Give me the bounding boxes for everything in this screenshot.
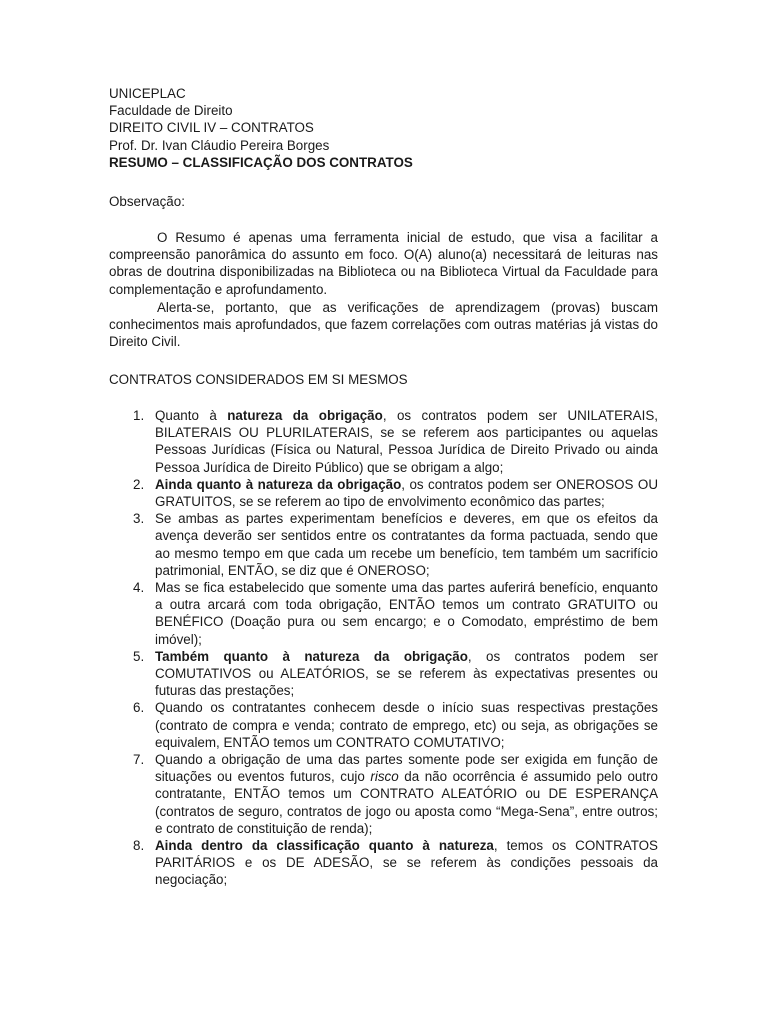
list-item-text: , os contratos podem ser ONEROSOS OU GRATUITOS, se se referem ao tipo de envolvimento econômico das partes; bbox=[155, 476, 658, 510]
list-item-bold-text: Ainda dentro da classificação quanto à natureza bbox=[155, 838, 494, 854]
list-item-text: Quanto à bbox=[155, 408, 228, 423]
list-item-text: da não ocorrência é assumido pelo outro contratante, ENTÃO temos um CONTRATO ALEATÓRIO ou DE ESPERANÇA (contratos de seguro, contratos de jogo ou aposta como “Mega-Sena”, entre outros; e contrato de constituição de renda); bbox=[155, 769, 658, 836]
observation-paragraph-2: Alerta-se, portanto, que as verificações de aprendizagem (provas) buscam conhecimentos mais aprofundados, que fazem correlações com outras matérias já vistas do Direito Civil. bbox=[109, 300, 658, 350]
list-item-text: Quando os contratantes conhecem desde o início suas respectivas prestações (contrato de compra e venda; contrato de emprego, etc) ou seja, as obrigações se equivalem, ENTÃO temos um CONTRATO COMUTATIVO; bbox=[155, 700, 658, 750]
list-item-number: 8. bbox=[133, 838, 145, 854]
list-item bbox=[109, 476, 658, 510]
institution-name: UNICEPLAC bbox=[109, 86, 186, 101]
list-item-number: 7. bbox=[133, 752, 145, 768]
section-heading: CONTRATOS CONSIDERADOS EM SI MESMOS bbox=[109, 372, 408, 387]
list-item-text: Se ambas as partes experimentam benefícios e deveres, em que os efeitos da avença deverão ser sentidos entre os contratantes da forma pactuada, sendo que ao mesmo tempo em que cada um recebe um benefício, tem também um sacrifício patrimonial, ENTÃO, se diz que é ONEROSO; bbox=[155, 511, 658, 578]
list-item-italic-text: risco bbox=[370, 769, 399, 785]
list-item-bold-text: natureza da obrigação bbox=[227, 408, 383, 423]
list-item-text: , temos os CONTRATOS PARITÁRIOS e os DE ADESÃO, se se referem às condições pessoais da negociação; bbox=[155, 838, 658, 888]
classification-list bbox=[109, 407, 658, 889]
list-item-text: , os contratos podem ser UNILATERAIS, BILATERAIS OU PLURILATERAIS, se se referem aos participantes ou aquelas Pessoas Jurídicas (Física ou Natural, Pessoa Jurídica de Direito Privado ou ainda Pessoa Jurídica de Direito Público) que se obrigam a algo; bbox=[155, 408, 658, 475]
document-title: RESUMO – CLASSIFICAÇÃO DOS CONTRATOS bbox=[109, 154, 413, 170]
list-item-number: 3. bbox=[133, 511, 145, 527]
list-item bbox=[109, 648, 658, 700]
faculty-name: Faculdade de Direito bbox=[109, 103, 233, 119]
list-item bbox=[109, 579, 658, 648]
list-item bbox=[109, 751, 658, 837]
list-item-number: 5. bbox=[133, 648, 145, 664]
list-item-number: 2. bbox=[133, 476, 145, 492]
list-item bbox=[109, 407, 658, 476]
list-item-text: Mas se fica estabelecido que somente uma das partes auferirá benefício, enquanto a outra arcará com toda obrigação, ENTÃO temos um contrato GRATUITO ou BENÉFICO (Doação pura ou sem encargo; e o Comodato, empréstimo de bem imóvel); bbox=[155, 580, 658, 647]
list-item-number: 4. bbox=[133, 580, 145, 596]
list-item-number: 1. bbox=[133, 408, 145, 423]
list-item-bold-text: Ainda quanto à natureza da obrigação bbox=[155, 476, 402, 492]
observation-paragraph-1: O Resumo é apenas uma ferramenta inicial de estudo, que visa a facilitar a compreensão panorâmica do assunto em foco. O(A) aluno(a) necessitará de leituras nas obras de doutrina disponibilizadas na Biblioteca ou na Biblioteca Virtual da Faculdade para complementação e aprofundamento. bbox=[109, 230, 658, 297]
document-header bbox=[109, 85, 669, 171]
list-item-bold-text: Também quanto à natureza da obrigação bbox=[155, 648, 468, 664]
observation-heading: Observação: bbox=[109, 194, 185, 209]
list-item-text: , os contratos podem ser COMUTATIVOS ou ALEATÓRIOS, se se referem às expectativas presentes ou futuras das prestações; bbox=[155, 648, 658, 699]
list-item-text: Quando a obrigação de uma das partes somente pode ser exigida em função de situações ou eventos futuros, cujo bbox=[155, 752, 658, 785]
professor-name: Prof. Dr. Ivan Cláudio Pereira Borges bbox=[109, 137, 330, 153]
list-item bbox=[109, 699, 658, 751]
list-item-number: 6. bbox=[133, 700, 145, 716]
list-item bbox=[109, 510, 658, 579]
course-name: DIREITO CIVIL IV – CONTRATOS bbox=[109, 120, 314, 136]
list-item bbox=[109, 837, 658, 889]
